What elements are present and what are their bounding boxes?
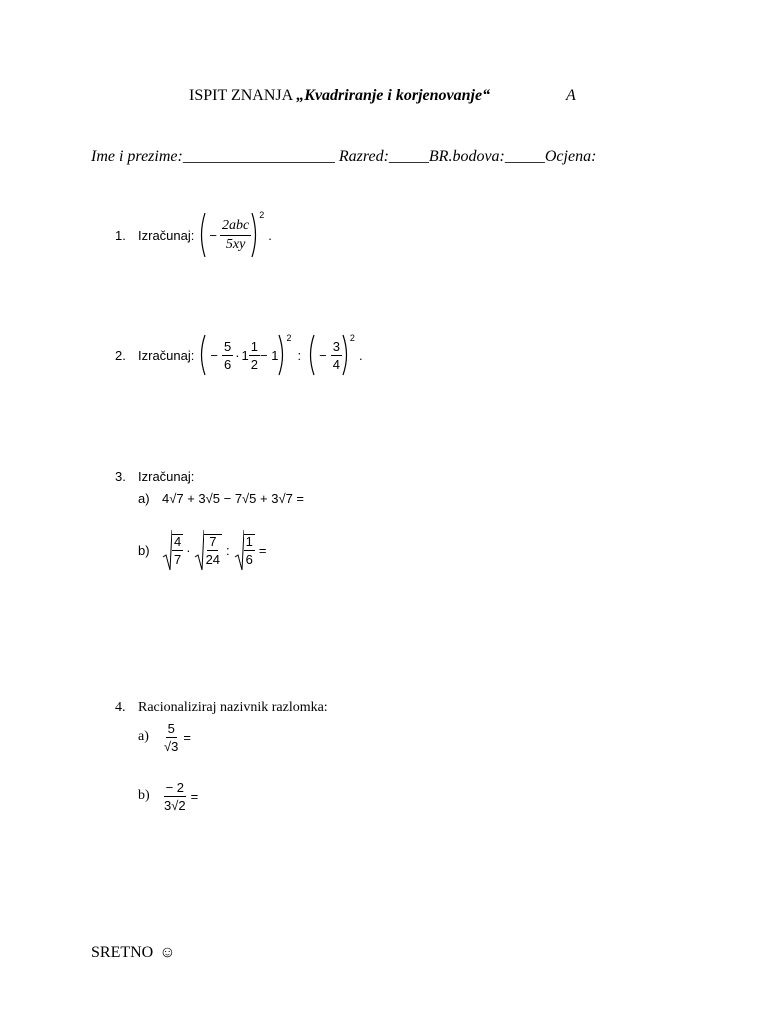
test-variant: A xyxy=(566,87,576,104)
task-1-exponent: 2 xyxy=(259,210,265,220)
task-1-numerator: 2abc xyxy=(220,219,251,236)
left-paren xyxy=(307,334,315,376)
numerator: 7 xyxy=(209,534,217,549)
denominator: √3 xyxy=(164,738,179,754)
numerator: 1 xyxy=(250,338,259,354)
title-topic: „Kvadriranje i korjenovanje“ xyxy=(296,87,491,104)
footer-message xyxy=(91,944,176,962)
task-1-fraction xyxy=(220,219,251,252)
student-info-line xyxy=(91,148,596,166)
task-3b-fraction-1 xyxy=(172,534,183,566)
left-paren xyxy=(198,212,206,258)
task-1-period: . xyxy=(268,227,272,243)
task-3b-equals: = xyxy=(258,542,267,558)
task-2-minus-one: − 1 xyxy=(260,347,279,363)
task-1-denominator: 5xy xyxy=(225,236,246,252)
task-3b-dot: · xyxy=(186,542,191,558)
task-3a-expression: 4√7 + 3√5 − 7√5 + 3√7 = xyxy=(162,491,305,506)
task-4b-fraction xyxy=(162,781,188,812)
task-3b-fraction-3 xyxy=(244,534,255,566)
task-1-minus: − xyxy=(209,227,217,243)
task-2-exponent-1: 2 xyxy=(286,333,292,343)
task-3b-fraction-2 xyxy=(204,534,222,566)
right-paren xyxy=(278,334,286,376)
page-title xyxy=(189,87,490,105)
numerator: − 2 xyxy=(165,779,185,795)
class-label: Razred: xyxy=(338,148,389,165)
right-paren xyxy=(251,212,259,258)
task-2-dot: · xyxy=(235,347,240,363)
task-3b-colon: : xyxy=(226,542,230,558)
task-4-number: 4. xyxy=(115,700,126,715)
task-4a-equals: = xyxy=(183,729,191,745)
denominator: 7 xyxy=(174,552,182,567)
task-4a-fraction xyxy=(162,722,180,753)
smiley-icon: ☺ xyxy=(159,944,176,961)
numerator: 1 xyxy=(245,534,253,549)
numerator: 3 xyxy=(332,338,340,354)
task-2-fraction-1 xyxy=(222,340,233,371)
task-4a xyxy=(138,717,191,757)
task-1 xyxy=(115,210,272,260)
sqrt-sign xyxy=(194,529,204,571)
points-field[interactable]: _____ xyxy=(504,148,545,165)
task-2-minus-2: − xyxy=(319,347,327,363)
footer-text: SRETNO xyxy=(91,944,154,961)
numerator: 5 xyxy=(223,338,232,354)
task-4b xyxy=(138,776,198,816)
points-label: BR.bodova: xyxy=(428,148,505,165)
grade-label: Ocjena: xyxy=(544,148,597,165)
class-field[interactable]: _____ xyxy=(388,148,429,165)
left-paren xyxy=(198,334,206,376)
task-1-number: 1. xyxy=(115,227,126,243)
name-field[interactable]: ___________________ xyxy=(182,148,335,165)
denominator: 4 xyxy=(332,356,340,372)
name-label: Ime i prezime: xyxy=(91,148,183,165)
task-2-fraction-2 xyxy=(249,340,260,371)
task-3a-label: a) xyxy=(138,491,150,506)
title-prefix: ISPIT ZNANJA xyxy=(189,87,297,104)
sqrt-sign xyxy=(162,529,172,571)
task-3-instruction: Izračunaj: xyxy=(138,469,195,484)
task-2-period: . xyxy=(358,347,363,363)
task-4-instruction: Racionaliziraj nazivnik razlomka: xyxy=(138,700,328,715)
task-3a xyxy=(138,491,304,506)
task-4a-label: a) xyxy=(138,729,149,744)
denominator: 24 xyxy=(205,552,221,567)
denominator: 6 xyxy=(245,552,253,567)
denominator: 3√2 xyxy=(164,797,186,813)
task-2-number: 2. xyxy=(115,347,126,363)
task-4 xyxy=(115,700,328,716)
right-paren xyxy=(342,334,350,376)
task-2-whole: 1 xyxy=(241,347,249,363)
task-2-colon: : xyxy=(297,347,302,363)
task-2-fraction-3 xyxy=(331,340,342,371)
task-4b-equals: = xyxy=(190,788,199,804)
numerator: 5 xyxy=(167,720,175,736)
task-2-minus: − xyxy=(210,347,218,363)
task-4b-label: b) xyxy=(138,788,150,803)
task-1-instruction: Izračunaj: xyxy=(138,227,195,243)
numerator: 4 xyxy=(174,534,182,549)
task-2 xyxy=(115,333,363,377)
task-3b-label: b) xyxy=(138,542,150,558)
task-3b xyxy=(138,528,267,572)
denominator: 6 xyxy=(223,356,232,372)
sqrt-sign xyxy=(234,529,244,571)
denominator: 2 xyxy=(250,356,259,372)
task-3 xyxy=(115,469,194,484)
task-3-number: 3. xyxy=(115,469,126,484)
task-2-exponent-2: 2 xyxy=(349,333,355,343)
task-2-instruction: Izračunaj: xyxy=(138,347,195,363)
